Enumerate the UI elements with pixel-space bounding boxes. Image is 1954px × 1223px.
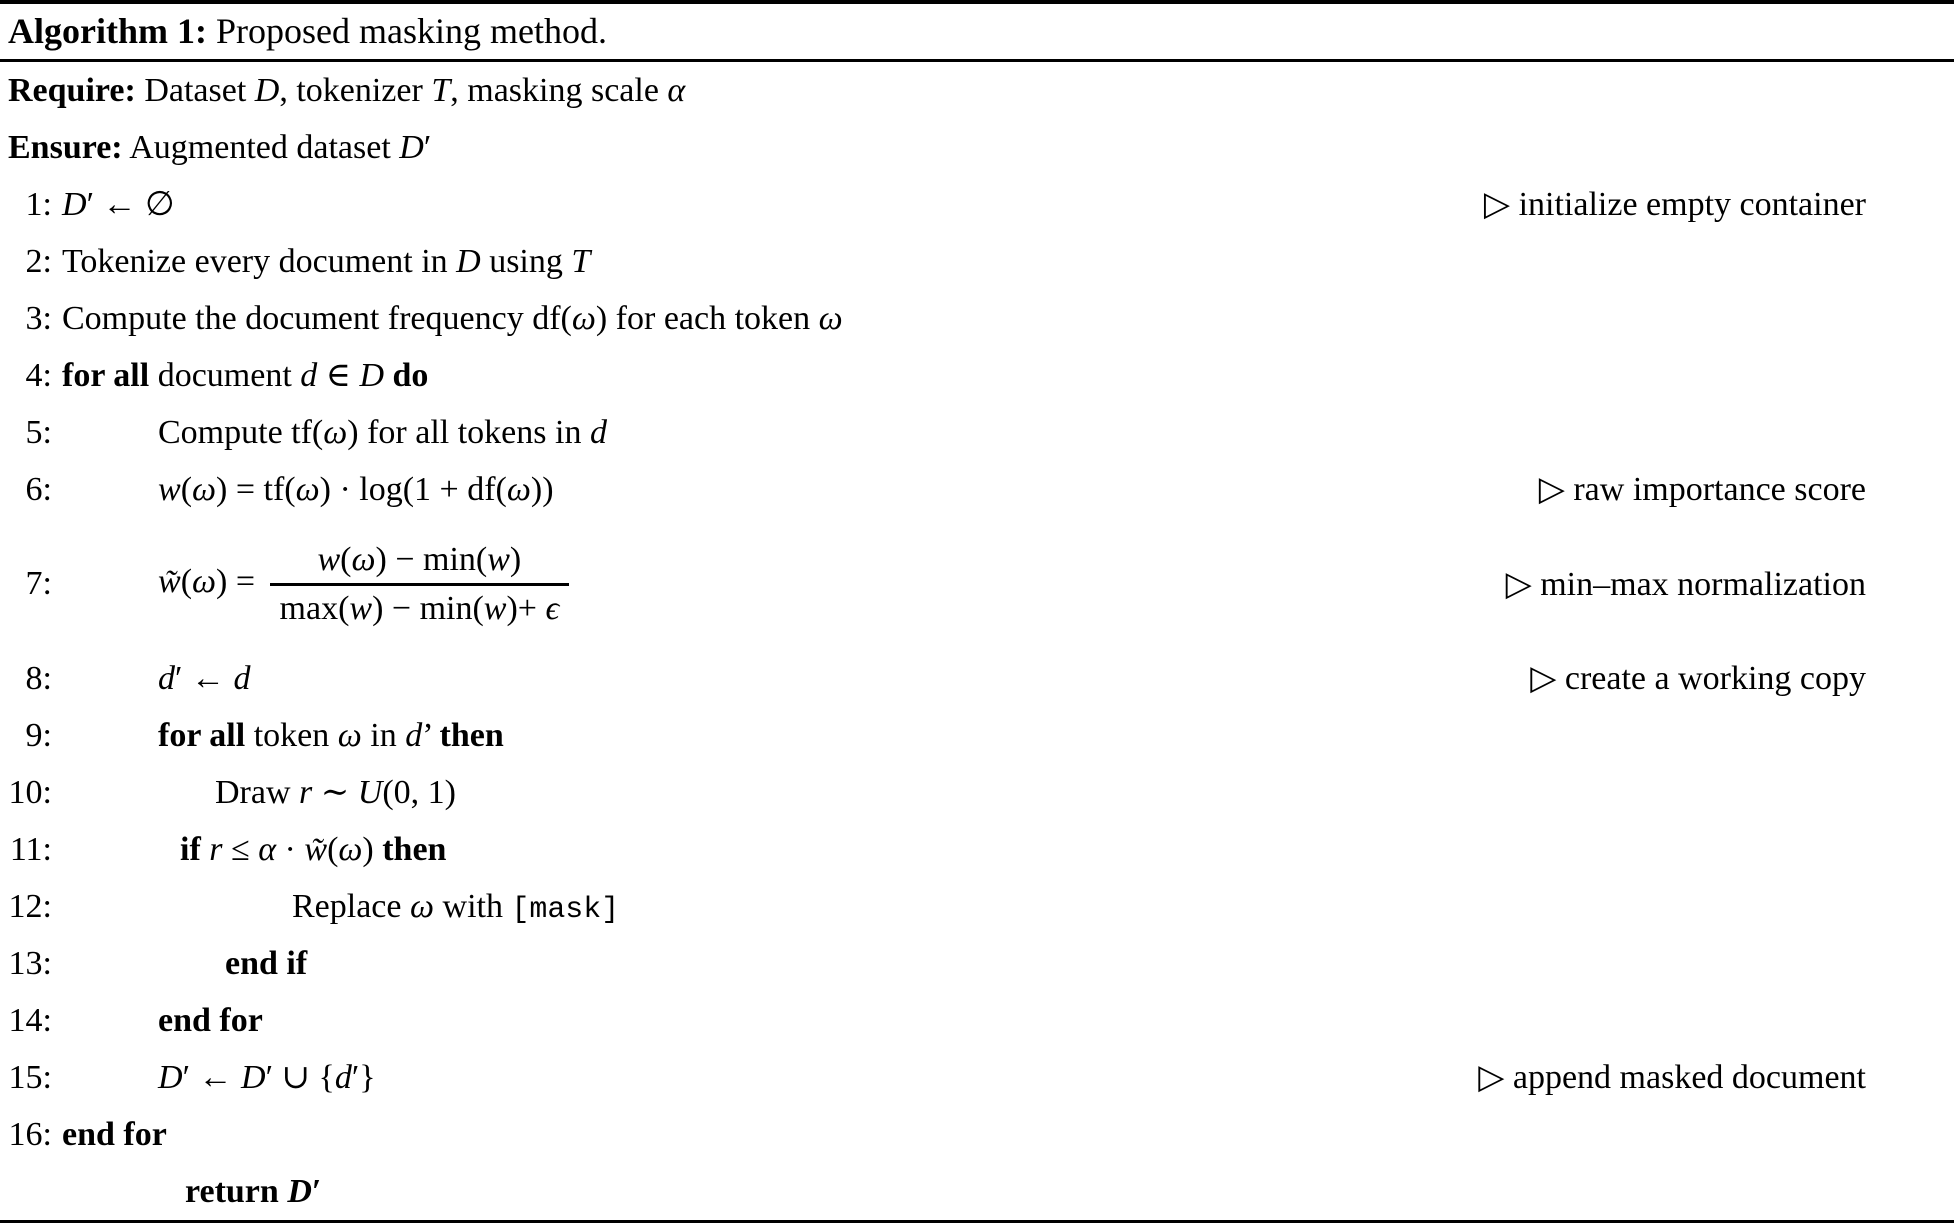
text-run: α	[667, 72, 686, 109]
text-run: D	[241, 1059, 266, 1096]
text-run: ′ ←	[182, 1059, 241, 1096]
text-run: T	[571, 243, 591, 280]
line-statement	[52, 1163, 321, 1220]
text-run: )+	[506, 589, 546, 627]
text-run: ))	[530, 471, 554, 508]
text-run: in	[361, 717, 406, 754]
algo-line	[0, 992, 1954, 1049]
text-run: for all	[158, 717, 246, 754]
line-statement	[8, 62, 685, 119]
fraction-numerator	[270, 537, 570, 583]
algo-line	[0, 1163, 1954, 1220]
comment-text: create a working copy	[1564, 660, 1866, 697]
text-run: Augmented dataset	[122, 129, 400, 166]
algo-line	[0, 404, 1954, 461]
text-run: ω	[323, 414, 348, 451]
text-run: do	[392, 357, 429, 394]
text-run: r	[299, 774, 313, 811]
line-statement	[52, 233, 590, 290]
text-run: d	[233, 660, 251, 697]
algo-line	[0, 347, 1954, 404]
text-run: ω	[192, 471, 217, 508]
line-statement	[52, 707, 504, 764]
algo-line	[0, 764, 1954, 821]
algorithm-label: Algorithm 1:	[8, 11, 207, 51]
text-run: w	[349, 589, 373, 627]
text-run	[384, 357, 393, 394]
text-run: ) for each token	[595, 300, 819, 337]
text-run: Dataset	[135, 72, 255, 109]
algo-line	[0, 176, 1954, 233]
line-number: 14:	[8, 1002, 52, 1039]
line-comment	[1478, 1049, 1866, 1106]
fraction	[270, 537, 570, 632]
line-number: 1:	[25, 186, 52, 223]
text-run: ′ ← ∅	[86, 186, 175, 223]
line-statement	[52, 1049, 376, 1106]
text-run: ω	[351, 540, 376, 578]
text-run: ω	[818, 300, 843, 337]
line-number: 9:	[25, 717, 52, 754]
algo-line	[0, 878, 1954, 935]
comment-triangle-marker: ▷	[1478, 1059, 1513, 1096]
line-statement	[52, 1106, 167, 1163]
line-comment	[1506, 564, 1866, 604]
algo-line	[0, 1049, 1954, 1106]
text-run: D	[158, 1059, 183, 1096]
line-number: 4:	[25, 357, 52, 394]
text-run: ) − min(	[375, 540, 488, 578]
algo-line	[0, 707, 1954, 764]
line-statement	[22, 821, 446, 878]
text-run: ) − min(	[372, 589, 484, 627]
line-number: 16:	[8, 1116, 52, 1153]
comment-text: min–max normalization	[1540, 566, 1866, 603]
line-statement	[52, 650, 250, 707]
line-number: 6:	[25, 471, 52, 508]
text-run: ω	[295, 471, 320, 508]
line-comment	[1539, 461, 1866, 518]
text-run: document	[149, 357, 301, 394]
text-run: return	[185, 1173, 288, 1210]
text-run: ′ ∪ {	[265, 1059, 335, 1096]
line-statement	[52, 878, 619, 938]
text-run	[201, 831, 210, 868]
text-run: d	[300, 357, 318, 394]
text-run: w̃	[158, 562, 181, 600]
text-run: (	[180, 471, 193, 508]
text-run: D	[359, 357, 385, 394]
text-run: token	[245, 717, 338, 754]
text-run: w̃	[304, 831, 328, 868]
text-run: [mask]	[511, 892, 620, 926]
line-number: 11:	[9, 831, 52, 868]
text-run: d	[405, 717, 423, 754]
comment-triangle-marker: ▷	[1483, 186, 1519, 223]
text-run: if	[180, 831, 201, 868]
text-run: ω	[506, 471, 531, 508]
line-statement	[8, 119, 431, 176]
algo-line	[0, 119, 1954, 176]
line-number: 7:	[25, 565, 52, 602]
text-run: ω	[571, 300, 596, 337]
text-run: D	[62, 186, 87, 223]
line-comment	[1530, 650, 1866, 707]
line-number: 15:	[8, 1059, 52, 1096]
text-run: end if	[225, 945, 308, 982]
text-run: d	[334, 1059, 352, 1096]
text-run: ) · log(1 + df(	[319, 471, 507, 508]
text-run: ) = tf(	[216, 471, 296, 508]
text-run: , masking scale	[450, 72, 668, 109]
algo-line	[0, 461, 1954, 518]
line-statement	[52, 992, 263, 1049]
line-statement	[52, 404, 607, 461]
text-run: )	[362, 831, 383, 868]
line-number: 12:	[8, 888, 52, 925]
text-run: T	[431, 72, 451, 109]
algo-line	[0, 518, 1954, 650]
algo-line	[0, 62, 1954, 119]
line-number: 3:	[25, 300, 52, 337]
text-run: D	[287, 1173, 312, 1210]
text-run: Ensure:	[8, 129, 123, 166]
text-run: then	[439, 717, 504, 754]
line-statement	[67, 935, 307, 992]
text-run: ω	[192, 562, 217, 600]
comment-triangle-marker: ▷	[1538, 471, 1574, 508]
text-run: r	[209, 831, 223, 868]
text-run: with	[434, 888, 512, 925]
text-run: ) for all tokens in	[347, 414, 590, 451]
text-run: ∈	[317, 357, 360, 394]
comment-text: append masked document	[1512, 1059, 1866, 1096]
line-number: 2:	[25, 243, 52, 280]
text-run: ω	[338, 831, 363, 868]
line-number: 5:	[25, 414, 52, 451]
text-run: (0, 1)	[382, 774, 456, 811]
text-run: ′	[423, 129, 432, 166]
text-run: ω	[337, 717, 362, 754]
text-run: Replace	[292, 888, 410, 925]
algo-line	[0, 233, 1954, 290]
line-number: 13:	[8, 945, 52, 982]
line-number: 10:	[8, 774, 52, 811]
line-statement	[57, 764, 456, 821]
algo-line	[0, 650, 1954, 707]
comment-text: raw importance score	[1573, 471, 1866, 508]
algo-line	[0, 935, 1954, 992]
text-run: α	[258, 831, 277, 868]
text-run: ∼	[312, 774, 358, 811]
comment-triangle-marker: ▷	[1505, 566, 1541, 603]
text-run: (	[327, 831, 339, 868]
text-run: Require:	[8, 72, 136, 109]
line-number: 8:	[25, 660, 52, 697]
algo-line	[0, 1106, 1954, 1163]
comment-text: initialize empty container	[1518, 186, 1866, 223]
text-run: using	[480, 243, 572, 280]
text-run: w	[483, 589, 507, 627]
text-run: )	[509, 540, 522, 578]
text-run: D	[399, 129, 424, 166]
text-run: Compute the document frequency df(	[62, 300, 572, 337]
text-run: Draw	[215, 774, 300, 811]
text-run: Compute tf(	[158, 414, 324, 451]
text-run: ≤	[222, 831, 259, 868]
text-run: D	[456, 243, 481, 280]
line-statement	[52, 461, 554, 518]
text-run: ) =	[216, 562, 264, 600]
text-run: max(	[279, 589, 350, 627]
text-run: end for	[62, 1116, 167, 1153]
text-run: (	[340, 540, 352, 578]
text-run: then	[382, 831, 447, 868]
text-run: Tokenize every document in	[62, 243, 457, 280]
text-run: ’	[422, 717, 440, 754]
line-comment	[1484, 176, 1866, 233]
text-run: D	[254, 72, 280, 109]
text-run: for all	[62, 357, 150, 394]
algo-line	[0, 821, 1954, 878]
line-statement	[52, 347, 428, 404]
algo-line	[0, 290, 1954, 347]
algorithm-header	[0, 4, 1954, 62]
text-run: , tokenizer	[279, 72, 432, 109]
comment-triangle-marker: ▷	[1530, 660, 1565, 697]
text-run: ω	[410, 888, 435, 925]
line-statement	[52, 176, 175, 233]
text-run: U	[357, 774, 383, 811]
text-run: d	[158, 660, 175, 697]
line-statement	[52, 290, 843, 347]
text-run: w	[317, 540, 341, 578]
text-run: end for	[158, 1002, 263, 1039]
text-run: w	[487, 540, 510, 578]
text-run: ′	[311, 1173, 322, 1210]
text-run: w	[158, 471, 181, 508]
algorithm-title: Proposed masking method.	[206, 11, 607, 51]
text-run: ϵ	[545, 589, 560, 627]
text-run: ′}	[351, 1059, 376, 1096]
text-run: d	[589, 414, 607, 451]
line-statement	[52, 537, 575, 632]
text-run: ·	[276, 831, 305, 868]
text-run: ′ ←	[175, 660, 234, 697]
algorithm-body	[0, 62, 1954, 1220]
fraction-denominator	[270, 583, 570, 632]
text-run: (	[180, 562, 193, 600]
